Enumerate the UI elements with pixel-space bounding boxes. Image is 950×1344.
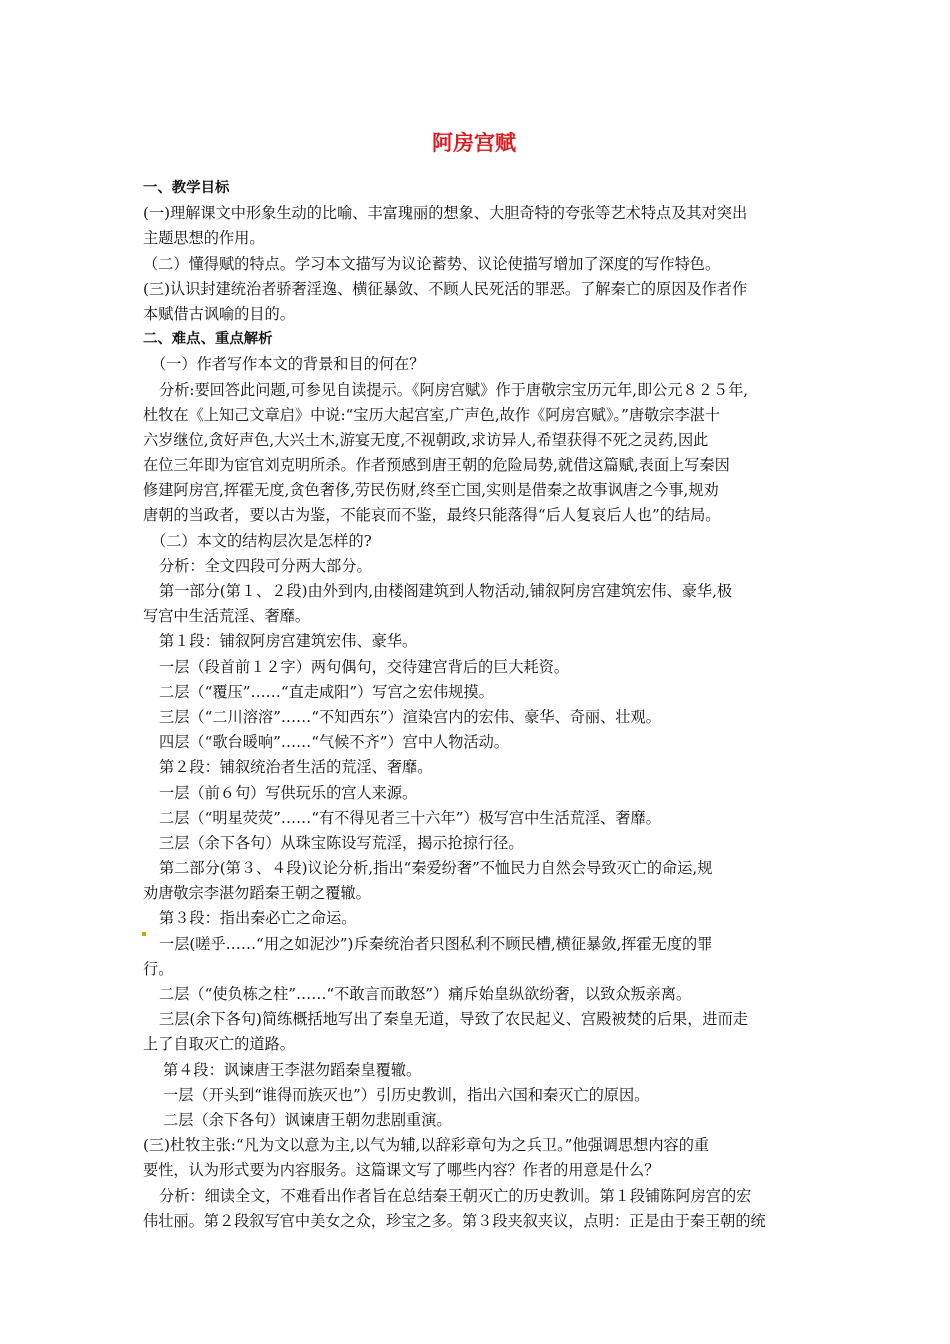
text-line: 一层（段首前１２字）两句偶句，交待建宫背后的巨大耗资。 (159, 657, 570, 676)
text-line: 四层（“歌台暖响”……“气候不齐”）宫中人物活动。 (159, 733, 509, 752)
document-title: 阿房宫赋 (432, 131, 516, 155)
text-line: 杜牧在《上知己文章启》中说:“宝历大起宫室,广声色,故作《阿房宫赋》。”唐敬宗李湛十 (143, 405, 721, 424)
text-line: 二层（余下各句）讽谏唐王朝勿悲剧重演。 (163, 1110, 452, 1129)
text-line: 一层(嗟乎……“用之如泥沙”)斥秦统治者只图私利不顾民槽,横征暴敛,挥霍无度的罪 (159, 934, 713, 953)
text-line: (一)理解课文中形象生动的比喻、丰富瑰丽的想象、大胆奇特的夸张等艺术特点及其对突出 (143, 204, 748, 223)
text-line: 三层（余下各句）从珠宝陈设写荒淫，揭示抢掠行径。 (159, 833, 524, 852)
text-line: 伟壮丽。第２段叙写官中美女之众，珍宝之多。第３段夹叙夹议，点明：正是由于秦王朝的统 (143, 1211, 766, 1230)
marker-dot (142, 932, 146, 936)
text-line: 主题思想的作用。 (143, 229, 265, 248)
text-line: 分析：细读全文，不难看出作者旨在总结秦王朝灭亡的历史教训。第１段铺陈阿房宫的宏 (159, 1186, 752, 1205)
text-line: 行。 (143, 959, 174, 978)
text-line: (三)杜牧主张:“凡为文以意为主,以气为辅,以辞彩章句为之兵卫。”他强调思想内容的重 (143, 1136, 710, 1155)
section-heading: 二、难点、重点解析 (143, 331, 273, 348)
text-line: 第４段：讽谏唐王李湛勿蹈秦皇覆辙。 (163, 1060, 422, 1079)
section-heading: 一、教学目标 (143, 180, 230, 196)
text-line: 写宫中生活荒淫、奢靡。 (143, 607, 311, 626)
text-line: （二）懂得赋的特点。学习本文描写为议论蓄势、议论使描写增加了深度的写作特色。 (143, 254, 721, 273)
text-line: 分析：全文四段可分两大部分。 (159, 556, 372, 575)
text-line: 六岁继位,贪好声色,大兴土木,游宴无度,不视朝政,求访异人,希望获得不死之灵药,因此 (143, 430, 709, 449)
text-line: 第一部分(第１、２段)由外到内,由楼阁建筑到人物活动,铺叙阿房宫建筑宏伟、豪华,极 (159, 582, 733, 600)
text-line: 第３段：指出秦必亡之命运。 (159, 909, 357, 928)
text-line: 一层（前６句）写供玩乐的宫人来源。 (159, 783, 418, 802)
text-line: 本赋借古讽喻的目的。 (143, 304, 295, 323)
text-line: 劝唐敬宗李湛勿蹈秦王朝之覆辙。 (143, 884, 371, 903)
text-line: 在位三年即为宦官刘克明所杀。作者预感到唐王朝的危险局势,就借这篇赋,表面上写秦因 (143, 456, 730, 475)
text-line: （二）本文的结构层次是怎样的? (151, 531, 372, 550)
text-line: (三)认识封建统治者骄奢淫逸、横征暴敛、不顾人民死活的罪恶。了解秦亡的原因及作者作 (143, 279, 748, 298)
text-line: 二层（“使负栋之柱”……“不敢言而敢怒”）痛斥始皇纵欲纷奢，以致众叛亲离。 (159, 985, 692, 1003)
text-line: 三层(余下各句)简练概括地写出了秦皇无道，导致了农民起义、宫殿被焚的后果，进而走 (159, 1010, 748, 1029)
text-line: 上了自取灭亡的道路。 (143, 1035, 295, 1054)
text-line: 唐朝的当政者，要以古为鉴，不能哀而不鉴，最终只能落得“后人复哀后人也”的结局。 (143, 506, 721, 525)
text-line: （一）作者写作本文的背景和目的何在？ (151, 355, 425, 374)
text-line: 一层（开头到“谁得而族灭也”）引历史教训，指出六国和秦灭亡的原因。 (163, 1085, 650, 1104)
text-line: 第二部分(第３、４段)议论分析,指出“秦爱纷奢”不恤民力自然会导致灭亡的命运,规 (159, 859, 713, 878)
text-line: 分析:要回答此问题,可参见自读提示。《阿房宫赋》作于唐敬宗宝历元年,即公元８２５年, (159, 380, 749, 399)
text-line: 第１段：铺叙阿房宫建筑宏伟、豪华。 (159, 632, 418, 651)
text-line: 第２段：铺叙统治者生活的荒淫、奢靡。 (159, 758, 433, 777)
text-line: 修建阿房宫,挥霍无度,贪色奢侈,劳民伤财,终至亡国,实则是借秦之故事讽唐之今事,规劝 (143, 481, 719, 500)
text-line: 二层（“明星荧荧”……“有不得见者三十六年”）极写宫中生活荒淫、奢靡。 (159, 808, 661, 827)
document-page (143, 128, 805, 1234)
text-line: 二层（“覆压”……“直走咸阳”）写宫之宏伟规摸。 (159, 682, 494, 701)
document-body (143, 176, 805, 1234)
text-line: 三层（“二川溶溶”……“不知西东”）渲染宫内的宏伟、豪华、奇丽、壮观。 (159, 707, 661, 726)
text-line: 要性，认为形式要为内容服务。这篇课文写了哪些内容？作者的用意是什么？ (143, 1161, 660, 1180)
